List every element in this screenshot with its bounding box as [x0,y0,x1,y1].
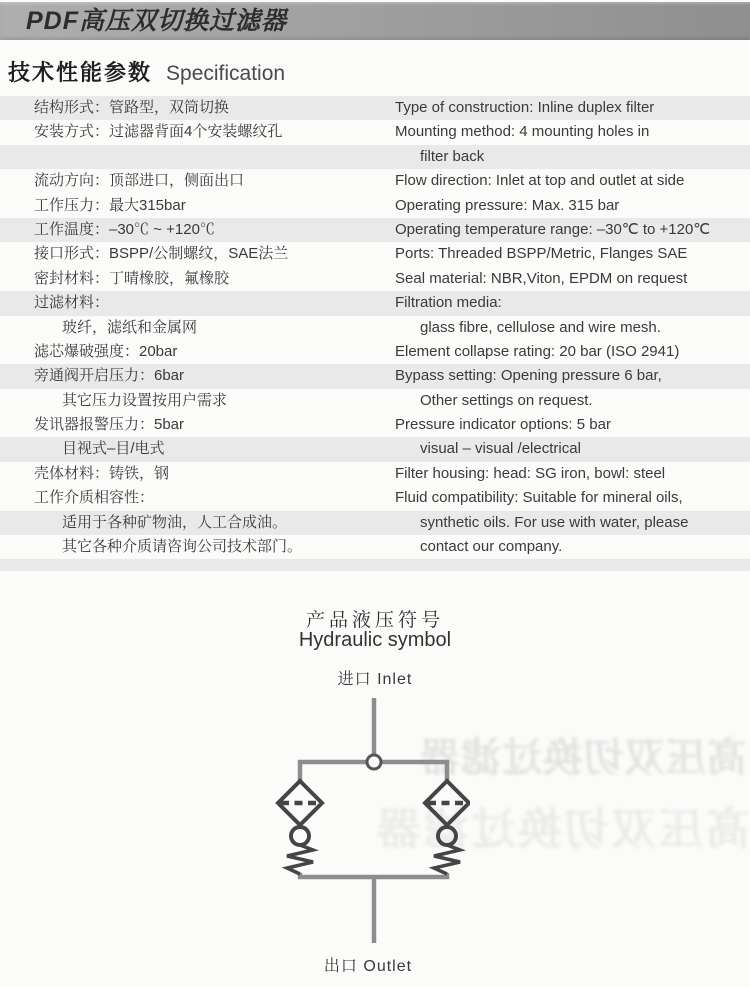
page-bleedthrough-watermark: 高压双切换过滤器 [419,736,747,780]
spec-row [0,340,750,364]
spec-cell-en: Ports: Threaded BSPP/Metric, Flanges SAE [395,245,688,263]
spec-cell-zh: 过滤材料： [34,294,110,312]
spec-row [0,389,750,413]
spec-cell-en: Other settings on request. [420,391,593,409]
duplex-filter-schematic-icon [270,690,470,950]
spec-row [0,462,750,486]
spec-cell-en: Operating temperature range: –30℃ to +120℃ [395,220,711,238]
spec-cell-en: Seal material: NBR,Viton, EPDM on request [395,269,688,287]
spec-row [0,364,750,388]
spec-row [0,242,750,266]
spec-cell-zh: 旁通阀开启压力：6bar [34,367,185,385]
spec-cell-en: Flow direction: Inlet at top and outlet at side [395,172,685,190]
spec-cell-zh: 滤芯爆破强度：20bar [34,342,178,360]
page-header-bar [0,2,750,40]
spec-cell-zh: 安装方式：过滤器背面4个安装螺纹孔 [34,123,283,141]
spec-cell-zh: 适用于各种矿物油，人工合成油。 [62,513,288,531]
spec-row [0,194,750,218]
spec-cell-zh: 流动方向：顶部进口，侧面出口 [34,172,245,190]
spec-row [0,316,750,340]
hydraulic-symbol-diagram [270,690,470,950]
spec-table [0,96,750,571]
spec-cell-en: contact our company. [420,538,563,556]
spec-row [0,486,750,510]
spec-cell-en: Mounting method: 4 mounting holes in [395,123,650,141]
spec-row [0,145,750,169]
spec-cell-zh: 工作温度：–30℃ ~ +120℃ [34,220,215,238]
hydraulic-symbol-title-zh: 产品液压符号 [305,610,444,631]
spec-cell-en: Filtration media: [395,294,502,312]
filter-element-left-icon [278,781,322,874]
spec-cell-en: synthetic oils. For use with water, please [420,513,689,531]
hydraulic-symbol-title-en: Hydraulic symbol [298,629,452,651]
filter-element-right-icon [425,781,469,874]
spec-row [0,291,750,315]
spec-row [0,96,750,120]
pipe-lines [300,698,447,943]
spec-cell-zh: 壳体材料：铸铁，钢 [34,464,170,482]
spec-row [0,535,750,559]
section-title-en: Specification [166,62,286,85]
spec-row [0,120,750,144]
spec-cell-zh: 玻纤，滤纸和金属网 [62,318,198,336]
spec-cell-en: visual – visual /electrical [420,440,581,458]
spec-cell-en: Type of construction: Inline duplex filter [395,99,655,116]
spec-cell-en: filter back [420,147,485,165]
spec-cell-zh: 目视式–目/电式 [62,440,165,458]
spec-cell-zh: 其它压力设置按用户需求 [62,391,228,409]
spec-cell-zh: 工作压力：最大315bar [34,196,186,214]
page-title: PDF高压双切换过滤器 [26,7,288,35]
spec-cell-zh: 结构形式：管路型，双筒切换 [34,99,230,116]
page-bleedthrough-watermark: 高压双切换过滤器 [374,805,750,854]
spec-cell-en: Pressure indicator options: 5 bar [395,416,611,434]
spec-cell-en: glass fibre, cellulose and wire mesh. [420,318,661,336]
spec-cell-zh: 工作介质相容性： [34,489,155,507]
spec-row [0,511,750,535]
spec-row [0,437,750,461]
spec-cell-zh: 密封材料：丁晴橡胶，氟橡胶 [34,269,230,287]
changeover-junction-icon [367,755,381,769]
spec-cell-en: Fluid compatibility: Suitable for mineral oils, [395,489,683,507]
inlet-label: 进口 Inlet [337,671,413,688]
spec-row [0,413,750,437]
spec-cell-en: Element collapse rating: 20 bar (ISO 2941) [395,342,680,360]
section-title-zh: 技术性能参数 [8,60,153,85]
section-title [8,56,285,87]
spec-row [0,218,750,242]
spec-row [0,267,750,291]
spec-cell-zh: 接口形式：BSPP/公制螺纹，SAE法兰 [34,245,289,263]
outlet-label: 出口 Outlet [323,958,413,975]
table-end-strip [0,559,750,571]
spec-cell-zh: 其它各种介质请咨询公司技术部门。 [62,538,303,556]
spec-cell-en: Bypass setting: Opening pressure 6 bar, [395,367,662,385]
spec-cell-en: Operating pressure: Max. 315 bar [395,196,620,214]
spec-cell-zh: 发讯器报警压力：5bar [34,416,185,434]
spec-cell-en: Filter housing: head: SG iron, bowl: steel [395,464,666,482]
spec-row [0,169,750,193]
